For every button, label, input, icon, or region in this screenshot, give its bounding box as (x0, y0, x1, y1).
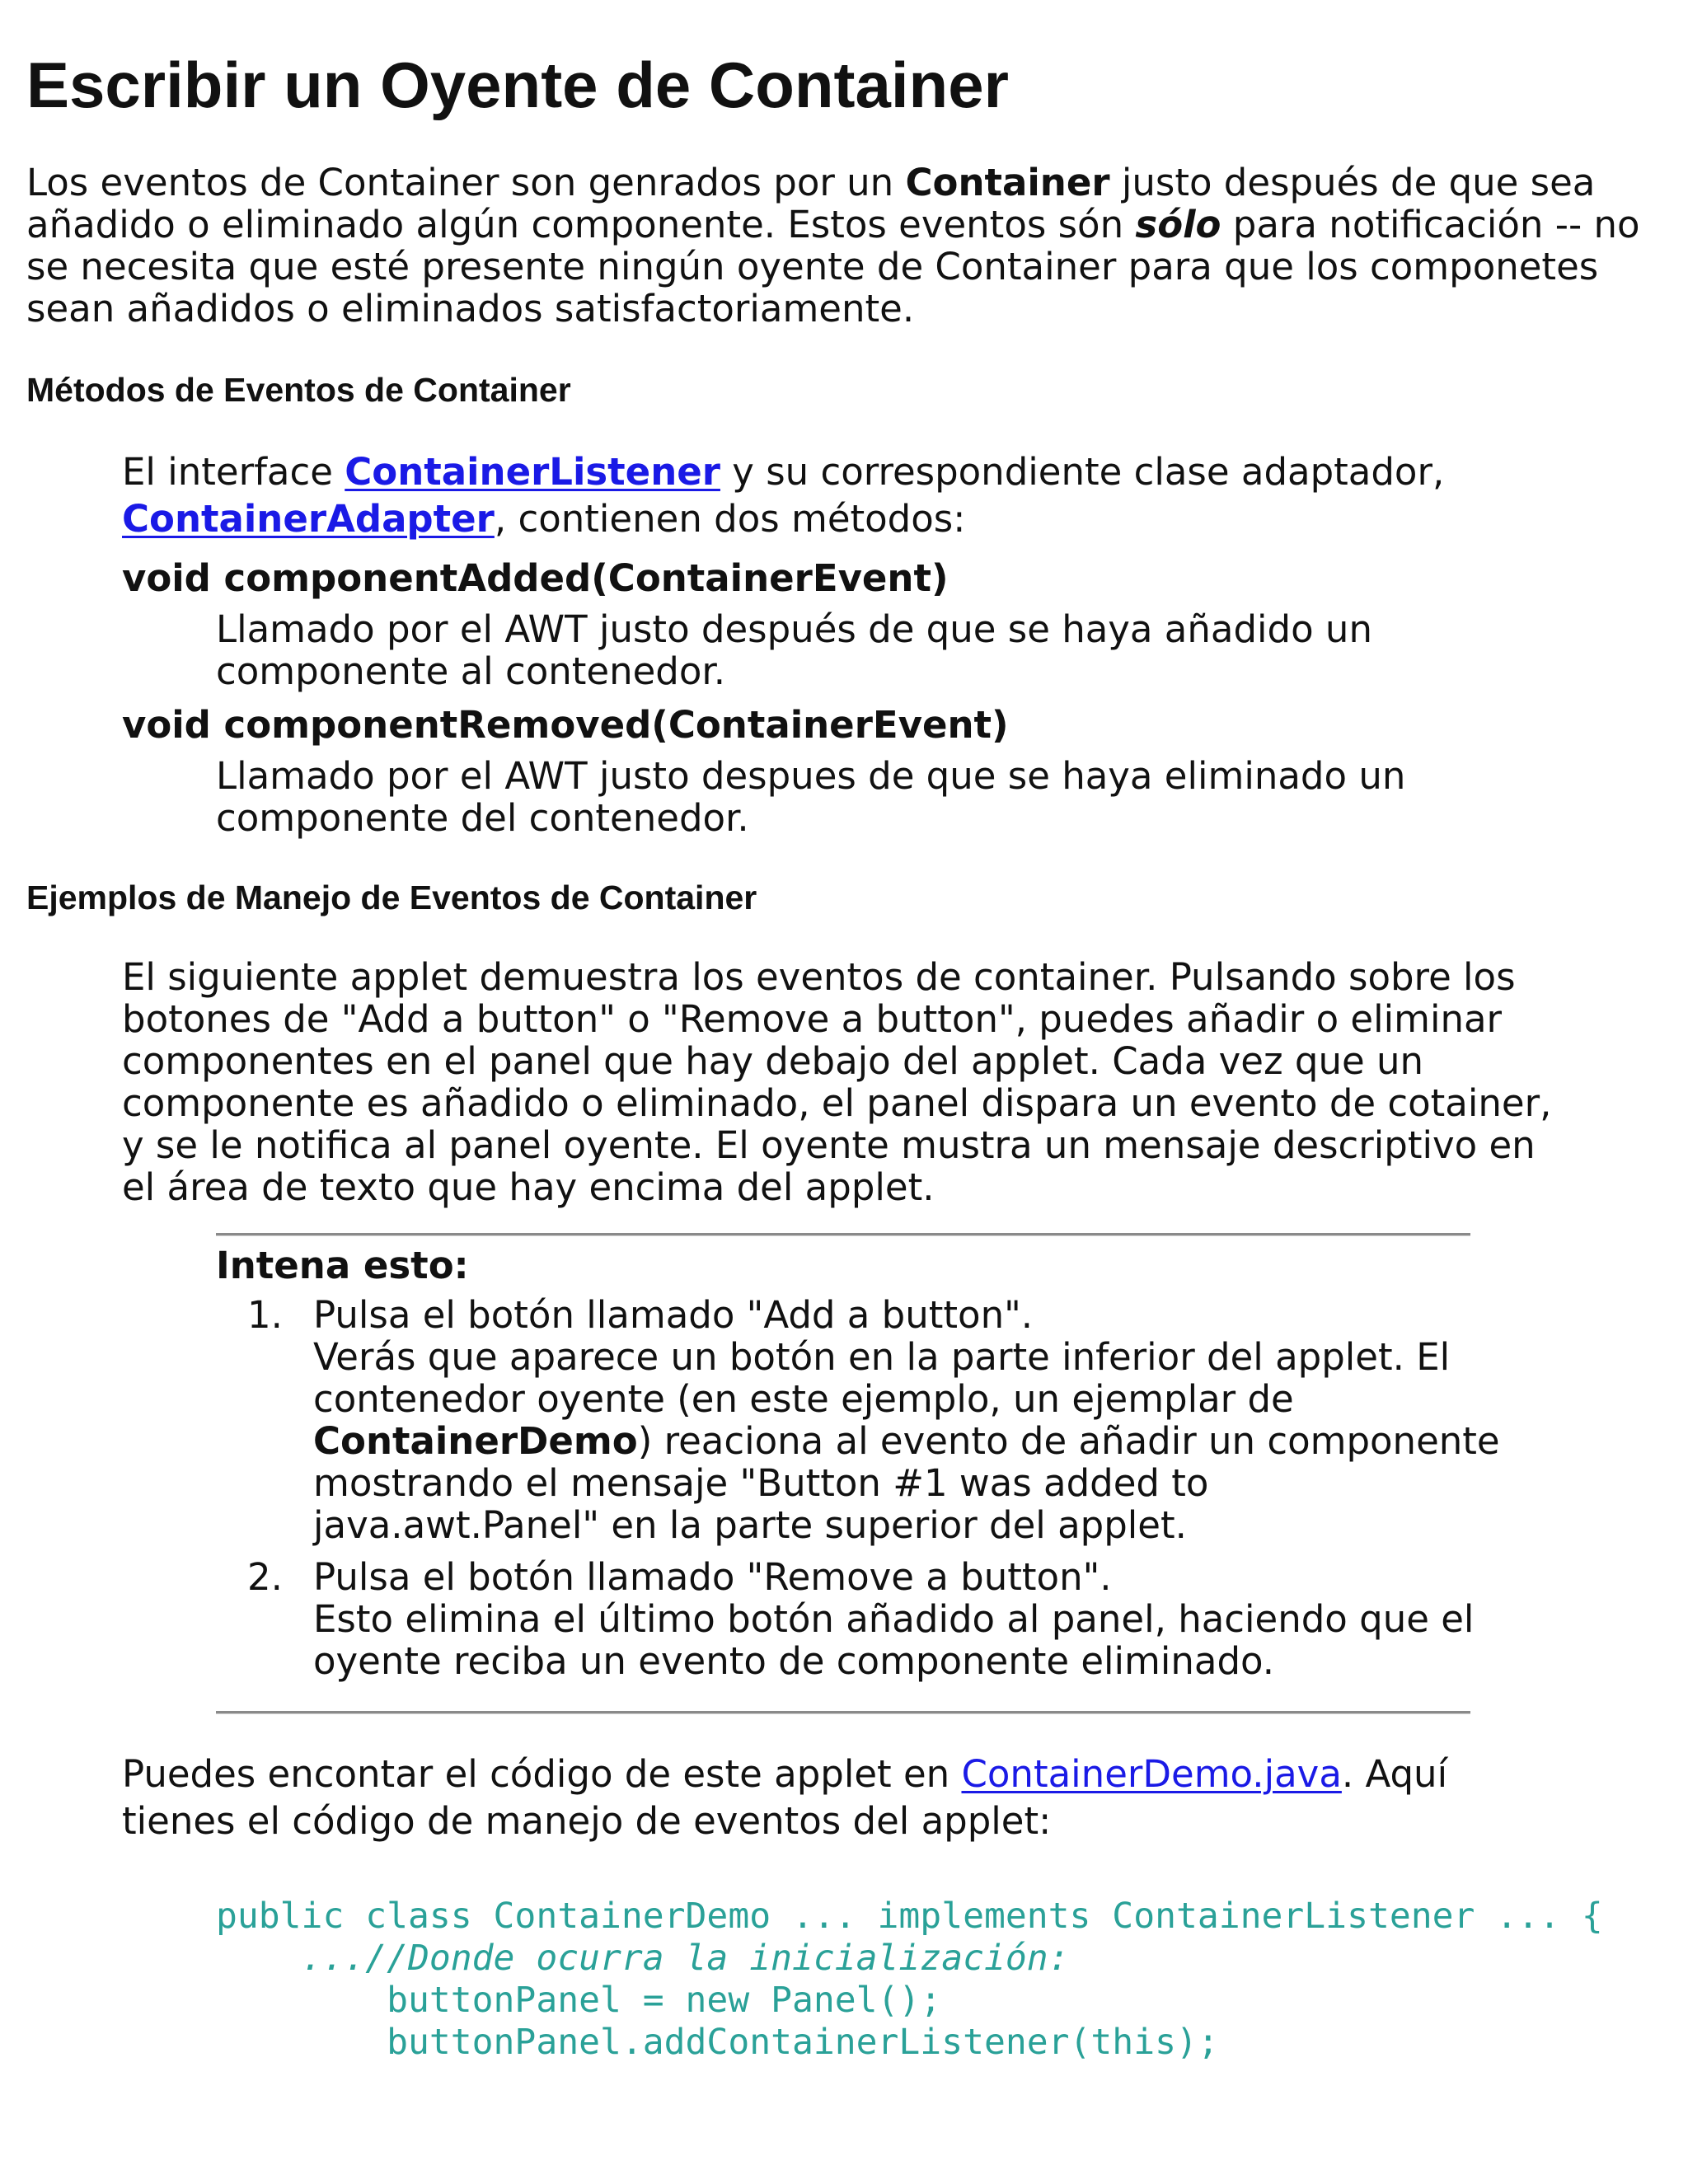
methods-heading: Métodos de Eventos de Container (26, 371, 571, 409)
page-title: Escribir un Oyente de Container (26, 49, 1009, 121)
examples-paragraph: El siguiente applet demuestra los eventos de container. Pulsando sobre los botones de "Add a button" o "Remove a button", puedes añadir o eliminar componentes en el panel que hay debajo del applet. Cada vez que un componente es añadido o eliminado, el panel dispara un evento de cotainer, y se le notifica al panel oyente. El oyente mustra un mensaje descriptivo en el área de texto que hay encima del applet. (122, 955, 1552, 1209)
source-text-1: Puedes encontar el código de este applet en (122, 1752, 962, 1796)
method-signature-removed: void componentRemoved(ContainerEvent) (122, 703, 1009, 747)
try-steps-list (216, 1294, 1502, 1692)
step-detail-text: Esto elimina el último botón añadido al panel, haciendo que el oyente reciba un evento de componente eliminado. (313, 1597, 1475, 1683)
method-description-added: Llamado por el AWT justo después de que se haya añadido un componente al contenedor. (216, 607, 1372, 693)
step-detail-text: Verás que aparece un botón en la parte inferior del applet. El contenedor oyente (en este ejemplo, un ejemplar de (313, 1335, 1451, 1421)
methods-text-1: El interface (122, 450, 345, 494)
method-description-removed: Llamado por el AWT justo despues de que se haya eliminado un componente del contenedor. (216, 754, 1406, 840)
step-instruction: Pulsa el botón llamado "Add a button". (313, 1293, 1034, 1337)
source-paragraph (122, 1750, 1523, 1844)
code-comment-line: ...//Donde ocurra la inicialización: (216, 1938, 1070, 1979)
intro-emphasis: sólo (1135, 203, 1221, 246)
examples-heading: Ejemplos de Manejo de Eventos de Container (26, 879, 757, 916)
intro-text-1: Los eventos de Container son genrados por un (26, 161, 906, 204)
intro-bold-container: Container (905, 161, 1110, 204)
try-title: Intena esto: (216, 1244, 469, 1287)
step-number: 2. (247, 1555, 283, 1599)
step-number: 1. (247, 1293, 283, 1337)
intro-text-2: justo después de que sea añadido o eliminado algún componente. Estos eventos són (26, 161, 1596, 246)
code-block (216, 1896, 1603, 2064)
code-line: buttonPanel.addContainerListener(this); (216, 2022, 1219, 2063)
methods-intro (122, 448, 1606, 542)
containerlistener-link[interactable]: ContainerListener (345, 450, 720, 494)
containerdemo-java-link[interactable]: ContainerDemo.java (961, 1752, 1342, 1796)
source-text-2: . Aquí tienes el código de manejo de eventos del applet: (122, 1752, 1448, 1843)
try-box-bottom-rule (216, 1711, 1470, 1714)
code-line: buttonPanel = new Panel(); (216, 1980, 942, 2021)
step-detail-text-2: ) reaciona al evento de añadir un componente mostrando el mensaje "Button #1 was added to java.awt.Panel" en la parte superior del applet. (313, 1419, 1500, 1547)
try-step (216, 1556, 1502, 1682)
containeradapter-link[interactable]: ContainerAdapter (122, 497, 495, 541)
method-signature-added: void componentAdded(ContainerEvent) (122, 556, 949, 600)
intro-paragraph (26, 162, 1667, 330)
try-box-top-rule (216, 1233, 1470, 1236)
methods-text-2: y su correspondiente clase adaptador, (720, 450, 1445, 494)
try-step (216, 1294, 1502, 1546)
code-line: public class ContainerDemo ... implements ContainerListener ... { (216, 1896, 1603, 1937)
methods-text-3: , contienen dos métodos: (494, 497, 966, 541)
step-detail-bold: ContainerDemo (313, 1419, 638, 1463)
intro-text-3: para notificación -- no se necesita que esté presente ningún oyente de Container para que los componetes sean añadidos o eliminados satisfactoriamente. (26, 203, 1640, 330)
step-instruction: Pulsa el botón llamado "Remove a button". (313, 1555, 1112, 1599)
